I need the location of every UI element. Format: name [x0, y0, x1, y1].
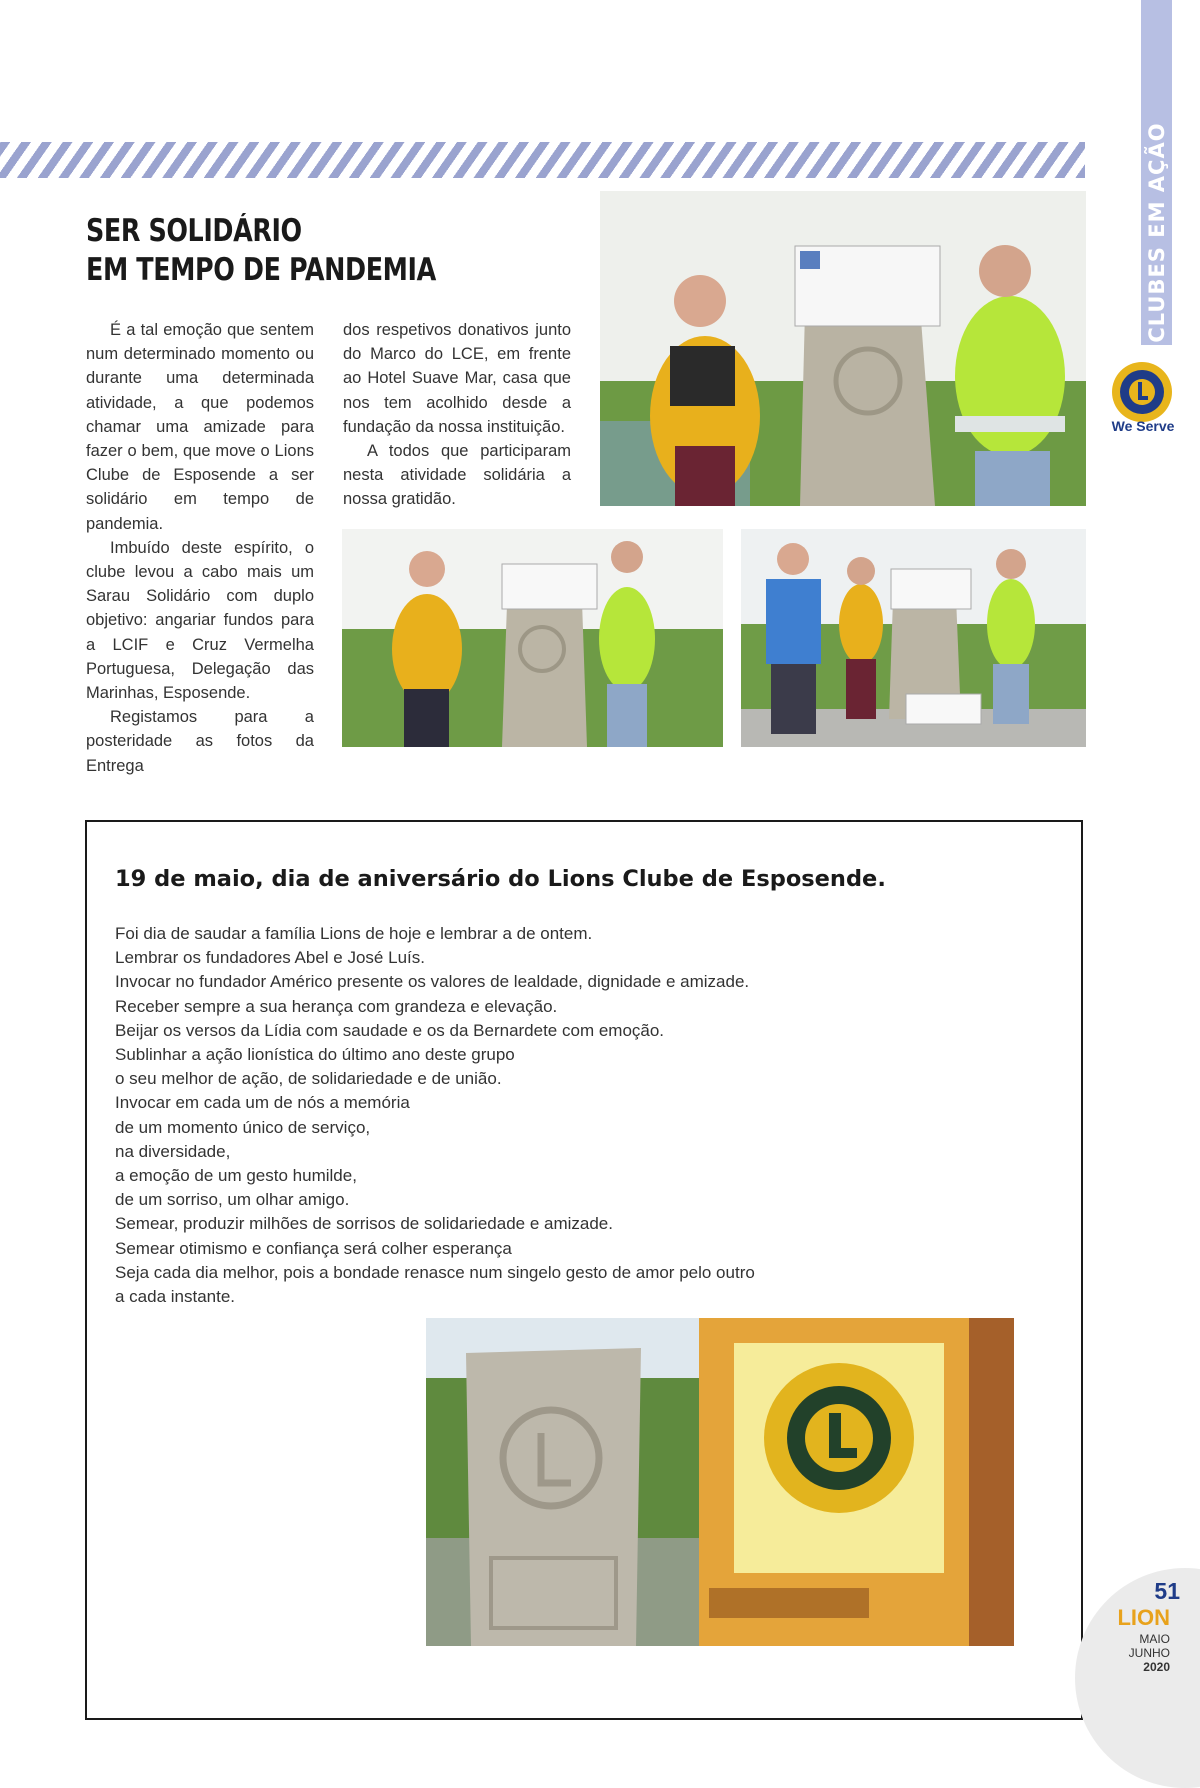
poem-line: Invocar em cada um de nós a memória	[115, 1093, 410, 1113]
poem-line: de um sorriso, um olhar amigo.	[115, 1190, 350, 1210]
poem-line: Foi dia de saudar a família Lions de hoje e lembrar a de ontem.	[115, 924, 593, 943]
poem-line: Seja cada dia melhor, pois a bondade renasce num singelo gesto de amor pelo outro	[115, 1262, 755, 1282]
article-paragraph: A todos que participaram nesta atividade solidária a nossa gratidão.	[343, 442, 571, 509]
photo-anniversary-cake	[699, 1318, 1014, 1646]
magazine-name: LION	[1117, 1605, 1170, 1630]
photo-stone-marker	[426, 1318, 699, 1646]
page-number: 51	[1154, 1578, 1180, 1604]
poem-line: Invocar no fundador Américo presente os valores de lealdade, dignidade e amizade.	[115, 972, 750, 992]
article-paragraph: É a tal emoção que sentem num determinado momento ou durante uma determinada atividade, a que podemos chamar uma amizade para fazer o bem, que move o Lions Clube de Esposende a ser solidário em tempo de pandemia.	[86, 321, 314, 533]
poem-line: Beijar os versos da Lídia com saudade e os da Bernardete com emoção.	[115, 1020, 665, 1040]
poem-line: Semear, produzir milhões de sorrisos de solidariedade e amizade.	[115, 1214, 613, 1234]
article-title	[86, 212, 436, 290]
section-label: > CLUBES EM AÇÃO	[1145, 122, 1169, 370]
poem-line: Sublinhar a ação lionística do último ano deste grupo	[115, 1045, 515, 1065]
logo-motto: We Serve	[1111, 418, 1175, 434]
issue-month: JUNHO	[1128, 1646, 1170, 1660]
anniversary-title: 19 de maio, dia de aniversário do Lions Clube de Esposende.	[115, 866, 886, 892]
article-paragraph: Registamos para a posteridade as fotos da Entrega	[86, 708, 314, 775]
poem-line: na diversidade,	[115, 1141, 231, 1161]
anniversary-poem	[115, 922, 835, 1309]
poem-line: Lembrar os fundadores Abel e José Luís.	[115, 948, 425, 968]
issue-month: MAIO	[1139, 1632, 1170, 1646]
article-title-line: EM TEMPO DE PANDEMIA	[86, 252, 436, 288]
poem-line: a cada instante.	[115, 1287, 236, 1307]
photo-cheque-group-2	[741, 529, 1086, 747]
poem-line: Receber sempre a sua herança com grandeza e elevação.	[115, 996, 558, 1016]
photo-cheque-handover	[600, 191, 1086, 506]
lions-emblem-icon	[1110, 360, 1174, 424]
article-paragraph: Imbuído deste espírito, o clube levou a cabo mais um Sarau Solidário com duplo objetivo: angariar fundos para a LCIF e Cruz Vermelha Portuguesa, Delegação das Marinhas, Esposende.	[86, 538, 314, 703]
poem-line: de um momento único de serviço,	[115, 1117, 371, 1137]
photo-cheque-group-1	[342, 529, 723, 747]
poem-line: a emoção de um gesto humilde,	[115, 1166, 357, 1186]
article-column-2	[343, 318, 571, 512]
poem-line: o seu melhor de ação, de solidariedade e de união.	[115, 1069, 502, 1089]
decorative-stripe-band	[0, 142, 1085, 178]
article-title-line: SER SOLIDÁRIO	[86, 213, 302, 249]
poem-line: Semear otimismo e confiança será colher esperança	[115, 1238, 512, 1258]
article-paragraph: dos respetivos donativos junto do Marco do LCE, em frente ao Hotel Suave Mar, casa que nos tem acolhido desde a fundação da nossa instituição.	[343, 321, 571, 436]
issue-year: 2020	[1143, 1660, 1170, 1674]
article-column-1	[86, 318, 314, 778]
